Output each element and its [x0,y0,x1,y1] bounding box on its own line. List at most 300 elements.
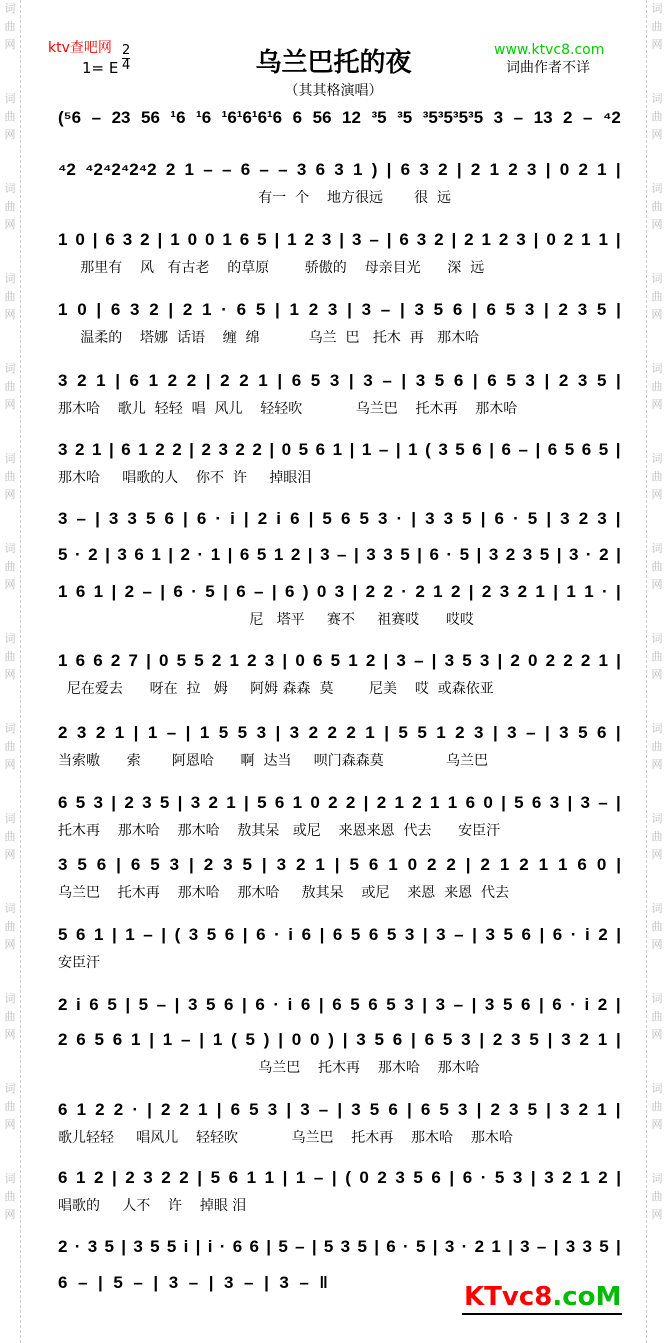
barline: | [411,1030,416,1049]
note-token: 6 [292,108,303,127]
watermark-text: 词 曲 网 [651,2,663,51]
note-token: 6 [284,582,295,601]
note-token: 3 [444,1237,455,1256]
barline: | [476,1100,482,1119]
note-token: 5 [245,1030,256,1049]
note-token: 5 [242,855,252,874]
note-token: 6 [501,440,512,459]
note-token: 6 [112,1030,123,1049]
barline: | [311,1237,317,1256]
barline: | [546,1100,551,1119]
note-token: 0 [559,160,570,179]
watermark-text: 词 曲 网 [4,92,16,141]
barline: | [307,545,313,564]
note-token: 3 [143,1168,153,1187]
note-token: 3 [404,925,415,944]
note-token: · [274,925,280,944]
barline: | [177,793,183,812]
lyrics-line: 唱歌的 人不 许 掉眼 泪 [58,1198,247,1214]
barline: | [354,545,359,564]
note-token: · [513,509,519,528]
watermark-text: 词 曲 网 [651,272,663,321]
barline: | [615,509,621,528]
barline: | [116,855,121,874]
note-token: 3 [58,855,68,874]
note-token: · [585,545,592,564]
barline: | [406,1100,412,1119]
lyrics-line: 乌兰巴 托木再 那木哈 那木哈 敖其呆 或尼 来恩 来恩 代去 [58,885,510,901]
note-token: 3 [597,509,607,528]
note-token: 6 [581,440,592,459]
watermark-text: 词 曲 网 [651,362,663,411]
watermark-text: 词 曲 网 [651,182,663,231]
note-token: · [602,582,608,601]
barline: | [282,651,288,670]
note-token: 2 [165,160,176,179]
note-token: 2 [140,230,150,249]
note-token: 3 [130,300,140,319]
note-token: 2 [376,793,387,812]
notation-line [58,509,621,529]
note-token: 3 [363,371,373,390]
note-token: ⁴2⁴2⁴2⁴2 [85,160,157,179]
note-token: 5 [330,651,341,670]
note-token: 3 [414,300,424,319]
note-token: ¹6¹6¹6¹6 [221,108,283,127]
note-token: – [166,723,177,742]
note-token: 1 [76,1168,86,1187]
barline: | [616,545,621,564]
barline: | [318,995,324,1014]
barline: | [384,723,389,742]
barline: ‖ [319,1273,328,1292]
note-token: 0 [75,230,85,249]
note-token: – [203,160,213,179]
note-token: ¹6 [196,108,212,127]
note-token: – [337,545,347,564]
note-token: 5 [349,855,359,874]
note-token: 2 [450,582,461,601]
note-token: 2 [125,1168,135,1187]
watermark-right [646,0,667,1343]
note-token: ) [371,160,378,179]
note-token: 6 [224,925,235,944]
note-token: 5 [596,300,607,319]
barline: | [432,1237,438,1256]
note-token: 3 [267,1100,278,1119]
note-token: 3 [320,545,330,564]
note-token: 3 [168,1273,179,1292]
watermark-text: 词 曲 网 [4,812,16,861]
watermark-text: 词 曲 网 [4,722,16,771]
notation-line [58,793,621,813]
note-token: 6 [486,300,496,319]
note-token: 6 [577,855,587,874]
note-token: 6 [487,371,497,390]
note-token: 1 [222,230,232,249]
note-token: 3 [187,995,198,1014]
note-token: 2 [598,925,608,944]
note-token: 2 [412,793,422,812]
note-token: 3 [361,300,372,319]
barline: | [271,582,277,601]
time-top: 2 [122,43,131,58]
note-token: 3 [289,723,300,742]
note-token: 5 [166,1237,177,1256]
lyrics-line: 托木再 那木哈 那木哈 敖其呆 或尼 来恩来恩 代去 安臣汗 [58,823,501,839]
note-token: 1 [246,1168,257,1187]
note-token: 2 [77,371,87,390]
barline: | [480,509,486,528]
note-token: 5 [502,995,513,1014]
note-token: 2 [208,793,218,812]
note-token: 3 [443,509,454,528]
note-token: 6 [315,440,326,459]
lyrics-line: 尼 塔平 赛不 祖赛哎 哎哎 [58,612,474,628]
note-token: 2 [519,855,529,874]
watermark-left [0,0,21,1343]
note-token: 6 [236,582,246,601]
note-token: · [461,1237,468,1256]
notation-line [58,1237,621,1257]
note-token: 2 [562,1168,572,1187]
lyrics-line: 乌兰巴 托木再 那木哈 那木哈 [58,1060,480,1076]
note-token: 3 [76,723,87,742]
barline: | [553,582,558,601]
note-token: 2 [220,371,230,390]
note-token: 2 [563,651,573,670]
note-token: 6 [240,160,251,179]
note-token: – [76,509,86,528]
note-token: 3 [499,582,510,601]
note-token: 5 [323,1237,334,1256]
note-token: 1 [114,723,125,742]
note-token: 2 [578,509,589,528]
note-token: 2 [474,1237,485,1256]
note-token: 2 [211,651,222,670]
note-token: 3 [366,545,376,564]
note-token: 6 [121,440,131,459]
note-token: 5 [462,651,472,670]
note-token: – [382,371,392,390]
barline: | [216,1100,222,1119]
note-token: ( [425,440,431,459]
note-token: 1 [151,545,161,564]
watermark-text: 词 曲 网 [651,1172,663,1221]
note-token: · [273,995,280,1014]
note-token: 2 [94,1168,104,1187]
note-token: 6 [239,230,250,249]
barline: | [431,651,437,670]
note-token: 5 [257,230,267,249]
note-token: 5 [150,1237,160,1256]
barline: | [489,440,495,459]
note-token: 6 [134,545,144,564]
note-token: · [219,1237,226,1256]
lyrics-line: 那木哈 唱歌的人 你不 许 掉眼泪 [58,470,312,486]
barline: | [497,651,503,670]
note-token: 3 [58,371,68,390]
note-token: 6 [552,995,562,1014]
note-token: 3 [561,1030,571,1049]
note-token: – [143,925,153,944]
note-token: 3 [351,230,362,249]
note-token: 5 [75,793,86,812]
lyrics-line: 当索嗷 索 阿恩哈 啊 达当 呗门森森莫 乌兰巴 [58,753,489,769]
barline: | [472,300,477,319]
note-token: 6 [301,925,312,944]
note-token: 1 [388,855,398,874]
note-token: 5 [442,1030,453,1049]
note-token: i [76,995,81,1014]
barline: | [331,1168,337,1187]
note-token: 6 [315,160,326,179]
lyrics-line: 安臣汗 [58,955,100,971]
note-token: 3 [580,793,590,812]
barline: | [168,545,174,564]
note-token: 3 [340,1237,351,1256]
lyrics-line: 尼在爱去 呀在 拉 姆 阿姆 森森 莫 尼美 哎 或森依亚 [58,681,494,697]
note-token: – [188,1273,199,1292]
note-token: 1 [598,230,608,249]
note-token: 2 [160,1100,171,1119]
note-token: 3 [188,925,199,944]
note-token: 2 [578,160,588,179]
note-token: – [583,108,593,127]
note-token: – [453,995,464,1014]
barline: | [386,160,392,179]
notation-line [58,230,621,250]
note-token: 6 [58,793,68,812]
note-token: 5 [374,1030,385,1049]
barline: | [108,440,114,459]
lyrics-line: 那里有 风 有古老 的草原 骄傲的 母亲目光 深 远 [58,260,485,276]
note-token: 0 [596,855,607,874]
note-token: 2 [161,1168,171,1187]
note-token: 6 [332,995,342,1014]
site-url: www.ktvc8.com [494,42,605,58]
note-token: 3 [544,1168,554,1187]
note-token: 2 [58,1237,68,1256]
note-token: 5 [514,793,524,812]
note-token: 3 [522,545,533,564]
note-token: · [401,582,407,601]
note-token: 6 [420,1100,431,1119]
note-token: 3 [321,230,332,249]
barline: | [183,509,188,528]
note-token: 3 [58,509,68,528]
watermark-text: 词 曲 网 [4,992,16,1041]
watermark-text: 词 曲 网 [651,452,663,501]
logo-divider [462,1313,622,1315]
notation-line [58,855,621,875]
note-token: 3 [334,160,344,179]
note-token: ( [174,925,181,944]
note-token: 2 [290,545,301,564]
barline: | [308,509,314,528]
note-token: 7 [128,651,138,670]
note-token: i [584,925,590,944]
note-token: · [74,545,81,564]
note-token: – [526,723,536,742]
note-token: 5 [58,925,68,944]
barline: | [615,440,621,459]
note-token: 5 [113,1273,123,1292]
note-token: · [480,1168,487,1187]
note-token: ) [263,1030,270,1049]
note-token: 1 [148,371,159,390]
note-token: 1 [315,855,325,874]
watermark-text: 词 曲 网 [4,182,16,231]
barline: | [112,925,117,944]
note-token: 5 [278,1237,288,1256]
note-token: 1 [138,440,148,459]
note-token: 1 [295,1168,306,1187]
note-token: 3 [190,793,201,812]
note-token: 5 [322,509,332,528]
notation-line [58,108,621,128]
song-title: 乌兰巴托的夜 [255,48,412,78]
note-token: 3 [396,651,406,670]
note-token: 2 [377,1168,387,1187]
note-token: 3 [87,1237,98,1256]
note-token: 2 [110,651,121,670]
note-token: 5 [398,723,408,742]
note-token: 2 [201,440,211,459]
barline: | [189,440,194,459]
note-token: ¹6 [170,108,186,127]
note-token: 1 [597,1030,608,1049]
note-token: 6 [255,995,265,1014]
note-token: 5 [205,582,215,601]
barline: | [133,723,139,742]
notation-line [58,300,621,320]
barline: | [112,1168,117,1187]
note-token: 1 [597,160,607,179]
barline: | [616,371,621,390]
barline: | [616,582,621,601]
note-token: – [244,1273,254,1292]
note-token: 6 [58,1273,68,1292]
note-token: – [142,582,152,601]
note-token: 3 [577,371,588,390]
barline: | [422,925,428,944]
note-token: 6 [386,1237,396,1256]
note-token: 1 [408,440,418,459]
barline: | [417,545,422,564]
note-token: 1 [96,371,106,390]
note-token: 6 [76,1030,86,1049]
note-token: 2 [124,582,135,601]
note-token: – [156,995,167,1014]
note-token: 3 [117,545,127,564]
note-token: – [181,1030,191,1049]
barline: | [286,1100,292,1119]
barline: | [160,582,166,601]
note-token: 3 [444,651,455,670]
note-token: 5 [539,545,550,564]
note-token: 5 [150,855,160,874]
note-token: 6 [110,300,121,319]
watermark-text: 词 曲 网 [651,902,663,951]
note-token: 1 [481,230,491,249]
note-token: 1 [264,1168,275,1187]
note-token: 5 [494,1168,505,1187]
note-token: 3 [461,1030,471,1049]
barline: | [174,995,180,1014]
note-token: – [295,1237,305,1256]
song-performer: （其其格演唱） [284,83,383,99]
note-token: 1 [94,925,104,944]
watermark-text: 词 曲 网 [651,1082,663,1131]
note-token: 1 [199,723,210,742]
note-token: 3 [488,545,499,564]
note-token: 1 [433,582,443,601]
note-token: 2 [257,509,268,528]
note-token: 3 [565,1237,576,1256]
barline: | [386,230,392,249]
watermark-text: 词 曲 网 [651,722,663,771]
note-token: 3 [404,995,414,1014]
note-token: ( [345,1168,351,1187]
note-token: 6 [520,995,531,1014]
note-token: – [254,582,264,601]
site-label-left: ktv查吧网 [48,40,112,56]
watermark-text: 词 曲 网 [4,1082,16,1131]
barline: | [105,545,110,564]
barline: | [153,1273,159,1292]
note-token: 2 [455,723,465,742]
barline: | [616,651,621,670]
note-token: 2 [58,995,68,1014]
barline: | [465,855,471,874]
note-token: 5 [249,1100,259,1119]
barline: | [547,1030,553,1049]
barline: | [92,230,98,249]
barline: | [616,925,621,944]
barline: | [269,440,275,459]
note-token: 0 [310,1030,320,1049]
note-token: 3 [351,1100,361,1119]
note-token: 23 [111,108,131,127]
note-token: 0 [204,230,215,249]
note-token: 3 [509,1100,519,1119]
barline: | [98,1273,103,1292]
barline: | [530,1168,536,1187]
note-token: 3 [560,509,570,528]
barline: | [261,855,267,874]
note-token: 5 [433,300,444,319]
barline: | [399,300,405,319]
barline: | [243,509,249,528]
barline: | [544,723,550,742]
note-token: 5 [578,723,588,742]
note-token: 12 [342,108,361,127]
note-token: 0 [483,793,493,812]
note-token: 1 [489,160,500,179]
note-token: 2 [580,651,591,670]
note-token: 1 [258,371,268,390]
note-token: 5 [138,995,149,1014]
note-token: – [259,160,269,179]
note-token: · [396,509,403,528]
note-token: 3 [436,925,446,944]
note-token: 3 [224,1273,234,1292]
note-token: 3 [516,230,526,249]
notation-line [58,651,621,671]
lyrics-line: 有一 个 地方很远 很 远 [58,190,452,206]
note-token: 1 [202,300,212,319]
